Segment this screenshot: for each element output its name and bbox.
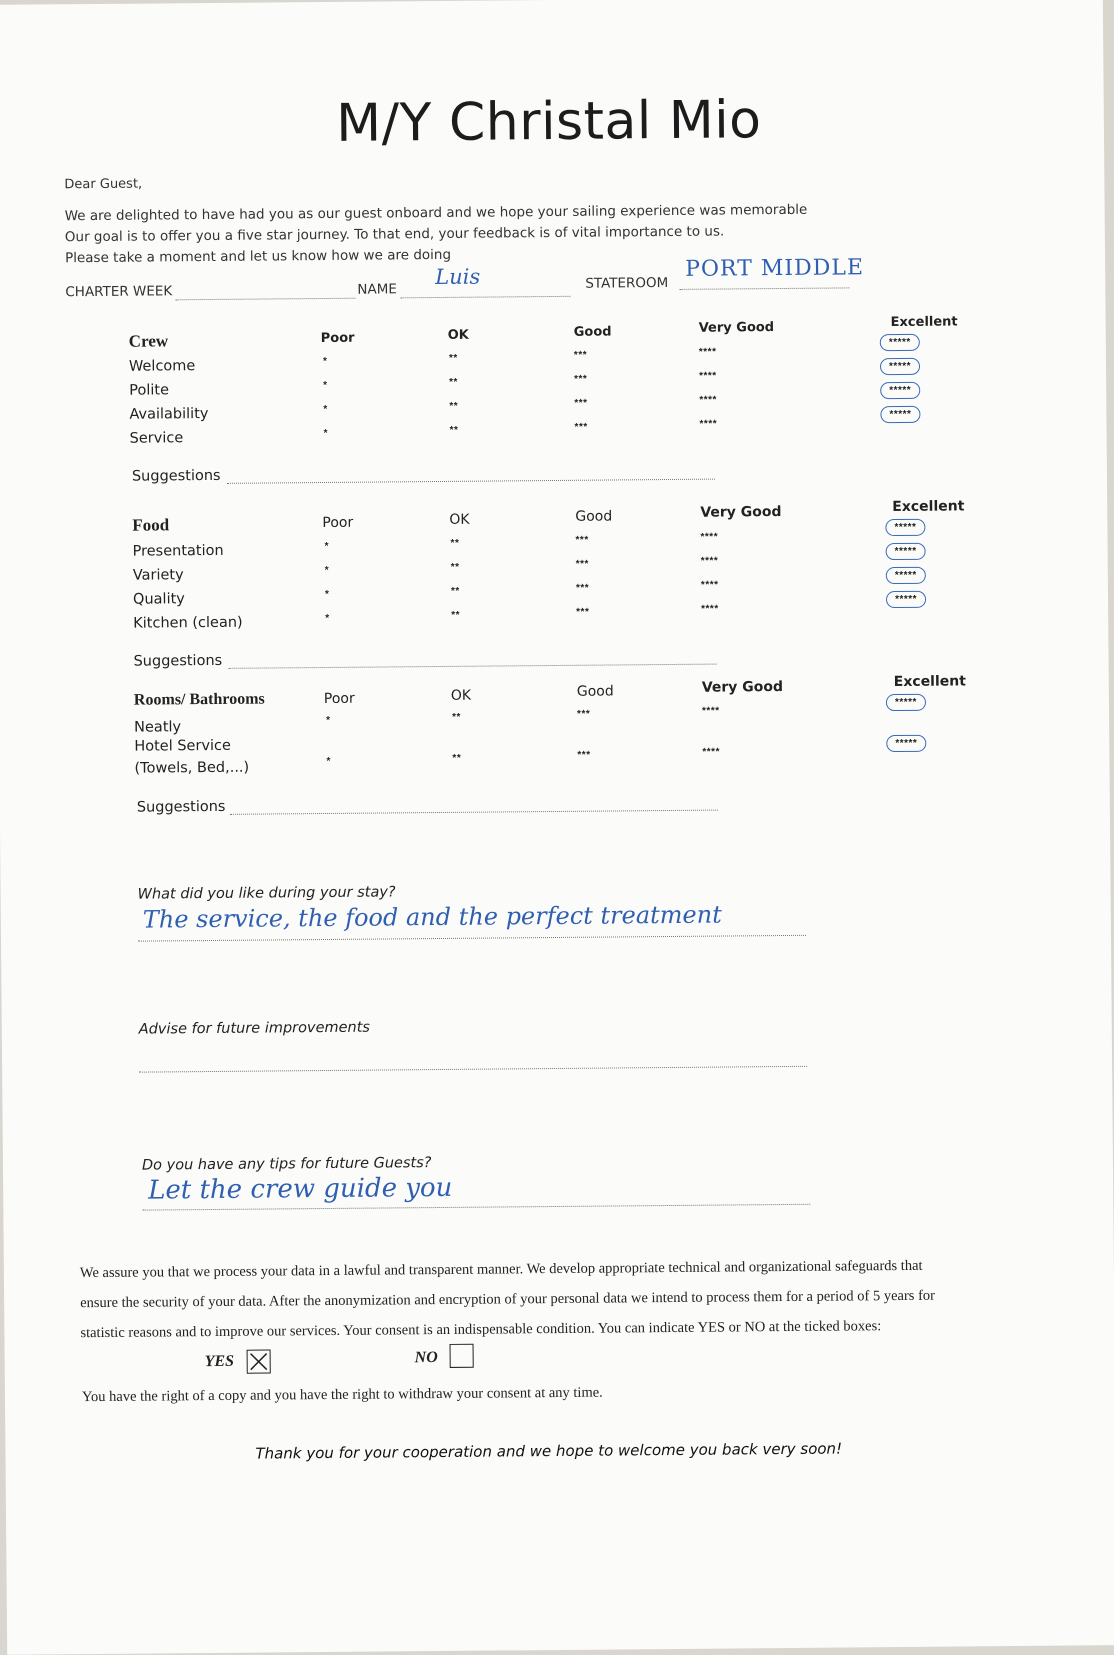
crew-availability-good[interactable]: *** <box>574 397 588 409</box>
crew-service-poor[interactable]: * <box>323 427 329 440</box>
food-kitchen-very-good[interactable]: **** <box>701 603 719 615</box>
consent-line-1: We assure you that we process your data in a lawful and transparent manner. We develop appropriate technical and organizational safeguards that <box>79 1257 923 1282</box>
question-tips-answer: Let the crew guide you <box>148 1172 453 1206</box>
crew-polite-good[interactable]: *** <box>574 373 588 385</box>
checkmark-x-icon <box>248 1351 270 1373</box>
crew-item-polite: Polite <box>129 382 170 399</box>
question-improvements-label: Advise for future improvements <box>138 1019 371 1038</box>
consent-line-2: ensure the security of your data. After the anonymization and encryption of your personal data we intend to process them for a period of 5 years for <box>80 1287 936 1312</box>
consent-rights: You have the right of a copy and you have the right to withdraw your consent at any time. <box>81 1384 603 1406</box>
food-variety-ok[interactable]: ** <box>450 561 460 573</box>
food-quality-very-good[interactable]: **** <box>700 579 719 591</box>
rooms-header-very-good: Very Good <box>701 679 784 696</box>
rooms-suggestions-field[interactable] <box>230 810 718 815</box>
crew-polite-ok[interactable]: ** <box>449 376 458 388</box>
rooms-item-neatly: Neatly <box>134 719 182 736</box>
crew-suggestions-field[interactable] <box>227 479 715 484</box>
crew-welcome-poor[interactable]: * <box>322 355 328 368</box>
crew-header-good: Good <box>573 324 612 340</box>
crew-availability-ok[interactable]: ** <box>449 400 459 412</box>
greeting: Dear Guest, <box>64 176 143 193</box>
food-variety-very-good[interactable]: **** <box>700 555 719 567</box>
food-header-very-good: Very Good <box>700 504 782 521</box>
consent-no-checkbox[interactable] <box>450 1344 474 1368</box>
crew-header-poor: Poor <box>320 330 355 347</box>
rooms-neatly-poor[interactable]: * <box>326 714 331 726</box>
rooms-header-good: Good <box>576 683 614 700</box>
crew-item-availability: Availability <box>129 406 209 423</box>
food-header-poor: Poor <box>322 514 354 532</box>
question-liked-label: What did you like during your stay? <box>137 884 396 903</box>
rooms-item-towels-bed: (Towels, Bed,...) <box>134 759 250 777</box>
crew-polite-poor[interactable]: * <box>323 379 328 392</box>
food-presentation-good[interactable]: *** <box>575 534 589 546</box>
crew-header-ok: OK <box>447 327 469 343</box>
food-presentation-poor[interactable]: * <box>324 540 330 553</box>
rooms-neatly-ok[interactable]: ** <box>452 711 461 723</box>
food-header-good: Good <box>575 508 613 525</box>
crew-welcome-good[interactable]: *** <box>573 349 588 361</box>
section-title-rooms: Rooms/ Bathrooms <box>133 690 265 709</box>
question-liked-field[interactable] <box>138 935 806 942</box>
question-tips-field[interactable] <box>142 1204 810 1211</box>
food-presentation-ok[interactable]: ** <box>450 537 460 549</box>
crew-service-very-good[interactable]: **** <box>699 418 718 430</box>
stateroom-label: STATEROOM <box>585 274 669 292</box>
crew-header-very-good: Very Good <box>698 320 775 336</box>
food-item-kitchen: Kitchen (clean) <box>133 614 243 632</box>
food-variety-poor[interactable]: * <box>324 564 330 576</box>
rooms-hotel-service-good[interactable]: *** <box>577 749 591 761</box>
crew-availability-poor[interactable]: * <box>323 403 328 416</box>
stateroom-value: PORT MIDDLE <box>685 255 865 282</box>
food-kitchen-ok[interactable]: ** <box>451 609 461 621</box>
food-quality-excellent-circled[interactable]: ***** <box>886 567 926 584</box>
food-kitchen-excellent-circled[interactable]: ***** <box>886 591 926 608</box>
food-item-variety: Variety <box>132 567 184 584</box>
crew-header-excellent: Excellent <box>890 314 958 331</box>
crew-service-good[interactable]: *** <box>574 421 588 433</box>
crew-polite-very-good[interactable]: **** <box>699 370 717 382</box>
crew-polite-excellent-circled[interactable]: ***** <box>880 358 920 375</box>
consent-no-label: NO <box>414 1349 438 1367</box>
food-presentation-excellent-circled[interactable]: ***** <box>885 519 925 536</box>
food-quality-poor[interactable]: * <box>324 588 330 600</box>
rooms-header-ok: OK <box>450 687 472 704</box>
crew-suggestions-label: Suggestions <box>131 467 221 485</box>
food-variety-good[interactable]: *** <box>575 558 589 570</box>
food-variety-excellent-circled[interactable]: ***** <box>886 543 926 560</box>
crew-welcome-ok[interactable]: ** <box>448 352 458 364</box>
rooms-hotel-service-poor[interactable]: * <box>326 755 331 767</box>
intro-line-1: We are delighted to have had you as our guest onboard and we hope your sailing experience was memorable <box>64 201 808 225</box>
charter-week-field[interactable] <box>175 298 355 301</box>
rooms-hotel-service-excellent-circled[interactable]: ***** <box>886 735 926 752</box>
charter-week-label: CHARTER WEEK <box>65 283 173 301</box>
consent-yes-label: YES <box>204 1352 235 1371</box>
rooms-neatly-very-good[interactable]: **** <box>701 705 720 717</box>
page-title: M/Y Christal Mio <box>336 90 762 154</box>
rooms-suggestions-label: Suggestions <box>136 798 226 816</box>
rooms-hotel-service-very-good[interactable]: **** <box>702 746 720 758</box>
food-quality-good[interactable]: *** <box>575 582 590 594</box>
rooms-header-excellent: Excellent <box>893 673 966 691</box>
intro-line-2: Our goal is to offer you a five star journey. To that end, your feedback is of vital importance to us. <box>64 223 725 246</box>
consent-line-3: statistic reasons and to improve our services. Your consent is an indispensable condition. You can indicate YES or NO at the ticked boxes: <box>80 1318 882 1342</box>
crew-item-service: Service <box>129 430 184 447</box>
question-liked-answer: The service, the food and the perfect treatment <box>142 900 722 934</box>
food-header-excellent: Excellent <box>892 498 965 516</box>
crew-item-welcome: Welcome <box>128 358 196 375</box>
question-improvements-field[interactable] <box>139 1066 807 1073</box>
stateroom-field[interactable] <box>679 287 849 289</box>
name-value: Luis <box>435 264 481 290</box>
name-label: NAME <box>357 281 397 298</box>
section-title-crew: Crew <box>128 331 169 351</box>
food-item-quality: Quality <box>132 591 185 608</box>
food-suggestions-field[interactable] <box>229 664 717 669</box>
crew-availability-very-good[interactable]: **** <box>699 394 717 406</box>
rooms-header-poor: Poor <box>323 690 355 708</box>
crew-service-ok[interactable]: ** <box>449 424 459 436</box>
rooms-hotel-service-ok[interactable]: ** <box>452 752 462 764</box>
food-presentation-very-good[interactable]: **** <box>700 531 719 543</box>
food-suggestions-label: Suggestions <box>133 652 223 670</box>
intro-line-3: Please take a moment and let us know how we are doing <box>64 246 452 267</box>
name-field[interactable] <box>400 296 570 298</box>
food-kitchen-poor[interactable]: * <box>325 612 330 624</box>
rooms-item-hotel-service: Hotel Service <box>134 737 231 755</box>
rooms-neatly-excellent-circled[interactable]: ***** <box>886 694 926 711</box>
crew-welcome-excellent-circled[interactable]: ***** <box>880 334 920 351</box>
food-header-ok: OK <box>449 511 470 528</box>
food-item-presentation: Presentation <box>132 542 224 560</box>
food-kitchen-good[interactable]: *** <box>576 606 590 618</box>
crew-availability-excellent-circled[interactable]: ***** <box>880 382 920 399</box>
closing-message: Thank you for your cooperation and we hope to welcome you back very soon! <box>255 1439 843 1463</box>
food-quality-ok[interactable]: ** <box>450 585 460 597</box>
crew-service-excellent-circled[interactable]: ***** <box>880 406 920 423</box>
section-title-food: Food <box>132 515 170 535</box>
crew-welcome-very-good[interactable]: **** <box>698 346 717 358</box>
rooms-neatly-good[interactable]: *** <box>576 708 591 720</box>
question-tips-label: Do you have any tips for future Guests? <box>141 1155 432 1174</box>
consent-yes-checkbox[interactable] <box>247 1350 271 1374</box>
